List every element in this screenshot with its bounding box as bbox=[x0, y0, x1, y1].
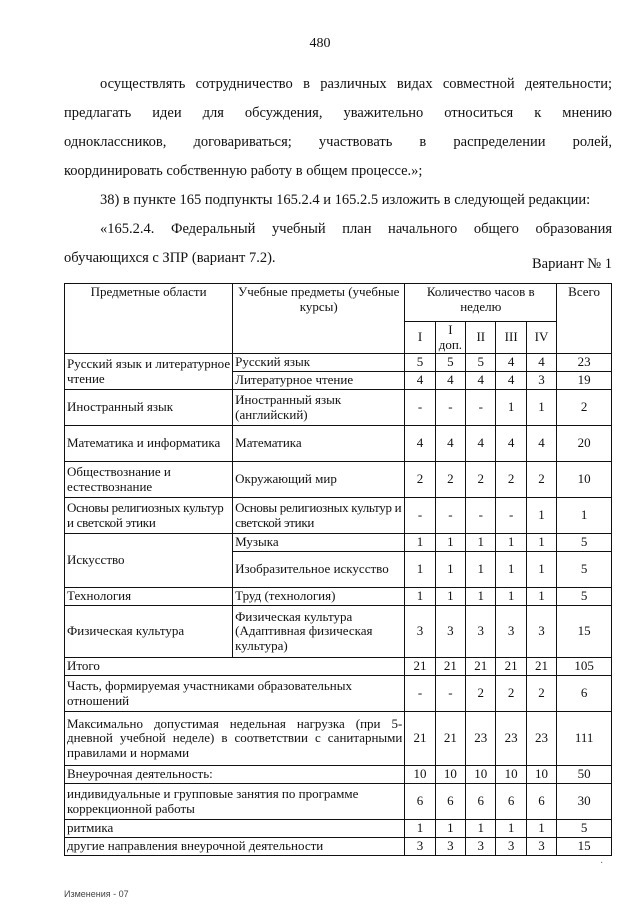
summary-label: индивидуальные и групповые занятия по программе коррекционной работы bbox=[65, 784, 405, 820]
total-cell: 20 bbox=[557, 426, 612, 462]
curriculum-table bbox=[64, 283, 612, 856]
hours-cell: 1 bbox=[405, 820, 435, 838]
text-line: координировать собственную работу в общем процессе.»; bbox=[64, 163, 423, 179]
table-row bbox=[65, 606, 612, 658]
subject-cell: Изобразительное искусство bbox=[233, 552, 405, 588]
subject-cell: Математика bbox=[233, 426, 405, 462]
hours-cell: 23 bbox=[496, 712, 526, 766]
hours-cell: 10 bbox=[496, 766, 526, 784]
hours-cell: 4 bbox=[526, 426, 556, 462]
text-line: обучающихся с ЗПР (вариант 7.2). bbox=[64, 250, 276, 266]
subject-cell: Основы религиозных культур и светской этики bbox=[233, 498, 405, 534]
header-grade: II bbox=[466, 322, 496, 354]
total-cell: 30 bbox=[557, 784, 612, 820]
hours-cell: 3 bbox=[405, 606, 435, 658]
header-grade: IV bbox=[526, 322, 556, 354]
hours-cell: 10 bbox=[466, 766, 496, 784]
total-cell: 111 bbox=[557, 712, 612, 766]
hours-cell: 1 bbox=[466, 552, 496, 588]
hours-cell: - bbox=[435, 498, 465, 534]
hours-cell: 6 bbox=[466, 784, 496, 820]
summary-label: Итого bbox=[65, 658, 405, 676]
hours-cell: 2 bbox=[435, 462, 465, 498]
table-row bbox=[65, 534, 612, 552]
hours-cell: 21 bbox=[435, 658, 465, 676]
hours-cell: 2 bbox=[496, 676, 526, 712]
table-row bbox=[65, 462, 612, 498]
hours-cell: - bbox=[405, 676, 435, 712]
hours-cell: 1 bbox=[435, 552, 465, 588]
hours-cell: 4 bbox=[496, 426, 526, 462]
header-areas: Предметные области bbox=[65, 284, 233, 354]
total-cell: 23 bbox=[557, 354, 612, 372]
hours-cell: 6 bbox=[405, 784, 435, 820]
hours-cell: 1 bbox=[526, 534, 556, 552]
page-number: 480 bbox=[309, 36, 331, 51]
area-cell: Математика и информатика bbox=[65, 426, 233, 462]
hours-cell: 6 bbox=[435, 784, 465, 820]
hours-cell: 3 bbox=[466, 606, 496, 658]
hours-cell: - bbox=[435, 676, 465, 712]
subject-cell: Иностранный язык (английский) bbox=[233, 390, 405, 426]
hours-cell: 23 bbox=[466, 712, 496, 766]
hours-cell: 1 bbox=[466, 534, 496, 552]
hours-cell: 21 bbox=[405, 658, 435, 676]
hours-cell: 1 bbox=[435, 534, 465, 552]
hours-cell: 1 bbox=[405, 552, 435, 588]
hours-cell: 4 bbox=[435, 426, 465, 462]
table-row bbox=[65, 712, 612, 766]
summary-label: ритмика bbox=[65, 820, 405, 838]
summary-label: Максимально допустимая недельная нагрузка (при 5-дневной учебной неделе) в соответствии с санитарными правилами и нормами bbox=[65, 712, 405, 766]
hours-cell: 5 bbox=[466, 354, 496, 372]
subject-cell: Труд (технология) bbox=[233, 588, 405, 606]
paragraph-1 bbox=[64, 70, 612, 186]
hours-cell: 4 bbox=[496, 372, 526, 390]
hours-cell: 1 bbox=[526, 498, 556, 534]
hours-cell: 1 bbox=[526, 390, 556, 426]
hours-cell: 5 bbox=[435, 354, 465, 372]
hours-cell: 1 bbox=[526, 552, 556, 588]
table-row bbox=[65, 658, 612, 676]
header-hours: Количество часов в неделю bbox=[405, 284, 557, 322]
subject-cell: Музыка bbox=[233, 534, 405, 552]
hours-cell: 21 bbox=[435, 712, 465, 766]
hours-cell: 4 bbox=[466, 426, 496, 462]
hours-cell: 1 bbox=[405, 588, 435, 606]
hours-cell: - bbox=[496, 498, 526, 534]
hours-cell: - bbox=[405, 390, 435, 426]
subject-cell: Литературное чтение bbox=[233, 372, 405, 390]
hours-cell: - bbox=[466, 498, 496, 534]
total-cell: 5 bbox=[557, 534, 612, 552]
hours-cell: 3 bbox=[435, 838, 465, 856]
total-cell: 1 bbox=[557, 498, 612, 534]
hours-cell: 21 bbox=[405, 712, 435, 766]
hours-cell: 5 bbox=[405, 354, 435, 372]
table-row bbox=[65, 784, 612, 820]
hours-cell: 4 bbox=[405, 372, 435, 390]
page-footer: Изменения - 07 bbox=[64, 889, 129, 899]
hours-cell: - bbox=[466, 390, 496, 426]
text-line: «165.2.4. Федеральный учебный план начального общего образования bbox=[100, 221, 612, 237]
header-grade: I доп. bbox=[435, 322, 465, 354]
total-cell: 105 bbox=[557, 658, 612, 676]
total-cell: 2 bbox=[557, 390, 612, 426]
hours-cell: 3 bbox=[496, 606, 526, 658]
hours-cell: 2 bbox=[526, 676, 556, 712]
text-line: осуществлять сотрудничество в различных видах совместной деятельности; bbox=[100, 76, 612, 92]
table-row bbox=[65, 426, 612, 462]
hours-cell: 1 bbox=[496, 588, 526, 606]
hours-cell: 6 bbox=[496, 784, 526, 820]
hours-cell: 4 bbox=[466, 372, 496, 390]
hours-cell: 1 bbox=[496, 534, 526, 552]
total-cell: 10 bbox=[557, 462, 612, 498]
hours-cell: 1 bbox=[405, 534, 435, 552]
hours-cell: 1 bbox=[496, 390, 526, 426]
hours-cell: 1 bbox=[435, 820, 465, 838]
hours-cell: 23 bbox=[526, 712, 556, 766]
hours-cell: 2 bbox=[466, 676, 496, 712]
hours-cell: 3 bbox=[435, 606, 465, 658]
table-row bbox=[65, 354, 612, 372]
header-total: Всего bbox=[557, 284, 612, 354]
hours-cell: 10 bbox=[526, 766, 556, 784]
hours-cell: 1 bbox=[496, 820, 526, 838]
total-cell: 5 bbox=[557, 588, 612, 606]
hours-cell: 4 bbox=[405, 426, 435, 462]
hours-cell: 2 bbox=[496, 462, 526, 498]
table-row bbox=[65, 498, 612, 534]
summary-label: Часть, формируемая участниками образовательных отношений bbox=[65, 676, 405, 712]
total-cell: 19 bbox=[557, 372, 612, 390]
hours-cell: - bbox=[435, 390, 465, 426]
hours-cell: 4 bbox=[435, 372, 465, 390]
hours-cell: 1 bbox=[526, 588, 556, 606]
hours-cell: 1 bbox=[435, 588, 465, 606]
area-cell: Физическая культура bbox=[65, 606, 233, 658]
table-header-row bbox=[65, 284, 612, 322]
area-cell: Искусство bbox=[65, 534, 233, 588]
hours-cell: 1 bbox=[466, 820, 496, 838]
total-cell: 15 bbox=[557, 838, 612, 856]
hours-cell: 10 bbox=[405, 766, 435, 784]
hours-cell: 4 bbox=[526, 354, 556, 372]
table-row bbox=[65, 838, 612, 856]
area-cell: Русский язык и литературное чтение bbox=[65, 354, 233, 390]
area-cell: Технология bbox=[65, 588, 233, 606]
hours-cell: 2 bbox=[405, 462, 435, 498]
table-row bbox=[65, 766, 612, 784]
total-cell: 15 bbox=[557, 606, 612, 658]
hours-cell: 2 bbox=[526, 462, 556, 498]
hours-cell: 6 bbox=[526, 784, 556, 820]
hours-cell: 21 bbox=[526, 658, 556, 676]
hours-cell: 3 bbox=[496, 838, 526, 856]
summary-label: Внеурочная деятельность: bbox=[65, 766, 405, 784]
hours-cell: 1 bbox=[526, 820, 556, 838]
hours-cell: - bbox=[405, 498, 435, 534]
hours-cell: 21 bbox=[466, 658, 496, 676]
paragraph-2: 38) в пункте 165 подпункты 165.2.4 и 165.2.5 изложить в следующей редакции: bbox=[100, 192, 591, 208]
hours-cell: 10 bbox=[435, 766, 465, 784]
subject-cell: Окружающий мир bbox=[233, 462, 405, 498]
total-cell: 6 bbox=[557, 676, 612, 712]
header-grade: III bbox=[496, 322, 526, 354]
table-row bbox=[65, 390, 612, 426]
summary-label: другие направления внеурочной деятельности bbox=[65, 838, 405, 856]
area-cell: Обществознание и естествознание bbox=[65, 462, 233, 498]
text-line: предлагать идеи для обсуждения, уважительно относиться к мнению bbox=[64, 105, 612, 121]
hours-cell: 21 bbox=[496, 658, 526, 676]
hours-cell: 1 bbox=[466, 588, 496, 606]
header-grade: I bbox=[405, 322, 435, 354]
table-row bbox=[65, 676, 612, 712]
margin-mark: · bbox=[600, 858, 604, 869]
header-subjects: Учебные предметы (учебные курсы) bbox=[233, 284, 405, 354]
variant-label: Вариант № 1 bbox=[532, 256, 612, 272]
hours-cell: 3 bbox=[466, 838, 496, 856]
area-cell: Иностранный язык bbox=[65, 390, 233, 426]
paragraph-3 bbox=[64, 215, 612, 273]
hours-cell: 3 bbox=[526, 606, 556, 658]
text-line: одноклассников, договариваться; участвовать в распределении ролей, bbox=[64, 134, 612, 150]
total-cell: 50 bbox=[557, 766, 612, 784]
hours-cell: 1 bbox=[496, 552, 526, 588]
total-cell: 5 bbox=[557, 552, 612, 588]
hours-cell: 3 bbox=[405, 838, 435, 856]
subject-cell: Русский язык bbox=[233, 354, 405, 372]
hours-cell: 2 bbox=[466, 462, 496, 498]
area-cell: Основы религиозных культур и светской этики bbox=[65, 498, 233, 534]
table-row bbox=[65, 820, 612, 838]
table-row bbox=[65, 588, 612, 606]
hours-cell: 4 bbox=[496, 354, 526, 372]
hours-cell: 3 bbox=[526, 372, 556, 390]
subject-cell: Физическая культура (Адаптивная физическая культура) bbox=[233, 606, 405, 658]
total-cell: 5 bbox=[557, 820, 612, 838]
hours-cell: 3 bbox=[526, 838, 556, 856]
